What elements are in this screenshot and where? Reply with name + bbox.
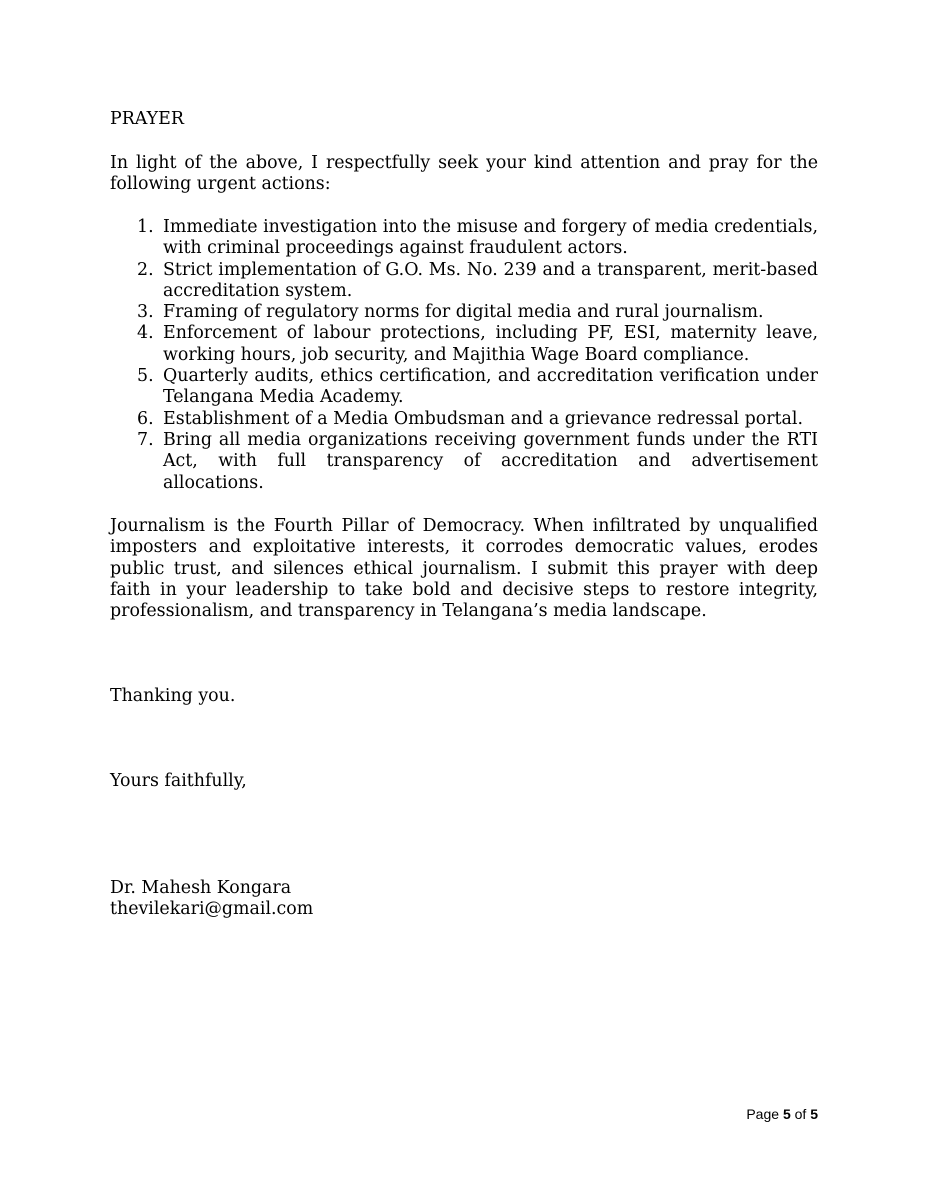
list-item-number: 5. [137, 366, 154, 387]
list-item [110, 366, 818, 409]
list-item [110, 430, 818, 494]
list-item-number: 2. [137, 259, 154, 280]
list-item [110, 323, 818, 366]
closing-paragraph: Journalism is the Fourth Pillar of Democracy. When infiltrated by unqualified imposters and exploitative interests, it corrodes democratic values, erodes public trust, and silences ethical journalism. I submit this prayer with deep faith in your leadership to take bold and decisive steps to restore integrity, professionalism, and transparency in Telangana’s media landscape. [110, 516, 818, 622]
thanks-line: Thanking you. [110, 686, 236, 706]
list-item-text: Establishment of a Media Ombudsman and a grievance redressal portal. [163, 408, 803, 429]
signer-name: Dr. Mahesh Kongara [110, 878, 292, 898]
list-item-number: 1. [137, 217, 154, 237]
page-word: Page [746, 1106, 780, 1122]
of-word: of [794, 1106, 807, 1122]
current-page-number: 5 [782, 1106, 791, 1122]
list-item-number: 7. [137, 429, 154, 450]
list-item [110, 409, 818, 430]
prayer-list [110, 217, 818, 494]
signoff-line: Yours faithfully, [110, 771, 247, 791]
list-item-number: 3. [137, 302, 154, 323]
list-item-text: Enforcement of labour protections, including PF, ESI, maternity leave, working hours, job security, and Majithia Wage Board compliance. [163, 323, 818, 365]
section-heading: PRAYER [110, 109, 184, 129]
list-item [110, 217, 818, 260]
list-item-number: 6. [137, 408, 154, 429]
list-item [110, 302, 818, 323]
list-item-text: Quarterly audits, ethics certification, and accreditation verification under Telangana Media Academy. [163, 366, 818, 408]
page-number-footer [746, 1106, 818, 1122]
list-item [110, 260, 818, 303]
list-item-number: 4. [137, 323, 154, 344]
list-item-text: Bring all media organizations receiving government funds under the RTI Act, with full transparency of accreditation and advertisement allocations. [163, 429, 818, 493]
intro-paragraph: In light of the above, I respectfully seek your kind attention and pray for the following urgent actions: [110, 153, 818, 195]
list-item-text: Immediate investigation into the misuse and forgery of media credentials, with criminal proceedings against fraudulent actors. [163, 217, 818, 259]
list-item-text: Strict implementation of G.O. Ms. No. 239 and a transparent, merit-based accreditation system. [163, 259, 818, 301]
signer-email: thevilekari@gmail.com [110, 899, 314, 919]
total-pages-number: 5 [810, 1106, 818, 1122]
list-item-text: Framing of regulatory norms for digital media and rural journalism. [163, 302, 764, 323]
